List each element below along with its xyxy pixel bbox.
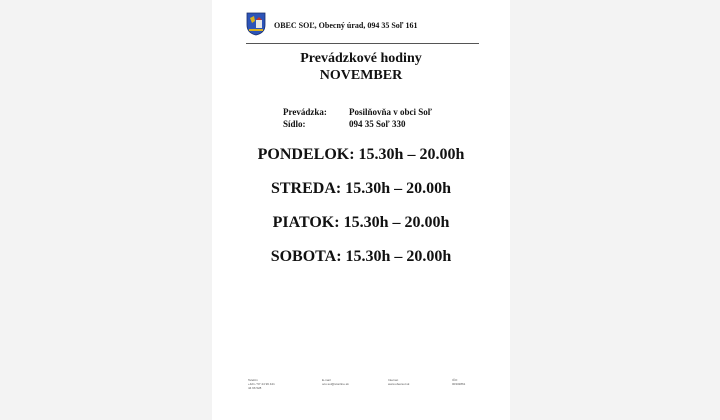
day-name: SOBOTA: xyxy=(270,248,342,265)
ico-label: IČO xyxy=(452,378,458,382)
document-title: Prevádzkové hodiny xyxy=(300,51,422,66)
footer-web xyxy=(388,378,409,386)
document-month: NOVEMBER xyxy=(319,68,403,83)
facility-info xyxy=(283,106,432,130)
footer-phone xyxy=(248,378,275,390)
prevadzka-value: Posilňovňa v obci Soľ xyxy=(349,107,432,117)
ico-value: 00332861 xyxy=(452,382,466,386)
email-label: E-mail xyxy=(322,378,331,382)
prevadzka-label: Prevádzka: xyxy=(283,107,327,117)
schedule-row xyxy=(212,248,510,266)
document-page xyxy=(212,0,510,420)
schedule-row xyxy=(212,214,510,232)
web-value: www.obecsol.sk xyxy=(388,382,410,386)
day-name: PONDELOK: xyxy=(257,146,355,163)
sidlo-label: Sídlo: xyxy=(283,119,306,129)
sidlo-value: 094 35 Soľ 330 xyxy=(349,119,406,129)
day-name: PIATOK: xyxy=(272,214,340,231)
phone-value: +421 / 57 44 96 421 xyxy=(248,382,275,386)
web-label: Internet xyxy=(388,378,399,382)
opening-hours: 15.30h – 20.00h xyxy=(343,214,450,231)
phone-label: Telefón xyxy=(248,378,258,382)
footer-email xyxy=(322,378,349,386)
letterhead xyxy=(246,12,476,40)
day-name: STREDA: xyxy=(270,180,342,197)
opening-hours: 15.30h – 20.00h xyxy=(358,146,465,163)
info-row-sidlo xyxy=(283,118,432,130)
info-row-prevadzka xyxy=(283,106,432,118)
email-value: ocu.sol@stonline.sk xyxy=(322,382,349,386)
organization-name: OBEC SOĽ, Obecný úrad, 094 35 Soľ 161 xyxy=(274,21,418,30)
fax-value: 44 96 528 xyxy=(248,386,262,390)
header-divider xyxy=(246,43,479,44)
coat-of-arms-icon xyxy=(246,12,266,36)
schedule-row xyxy=(212,146,510,164)
schedule-row xyxy=(212,180,510,198)
opening-hours: 15.30h – 20.00h xyxy=(345,180,452,197)
opening-hours: 15.30h – 20.00h xyxy=(345,248,452,265)
footer-ico xyxy=(452,378,465,386)
